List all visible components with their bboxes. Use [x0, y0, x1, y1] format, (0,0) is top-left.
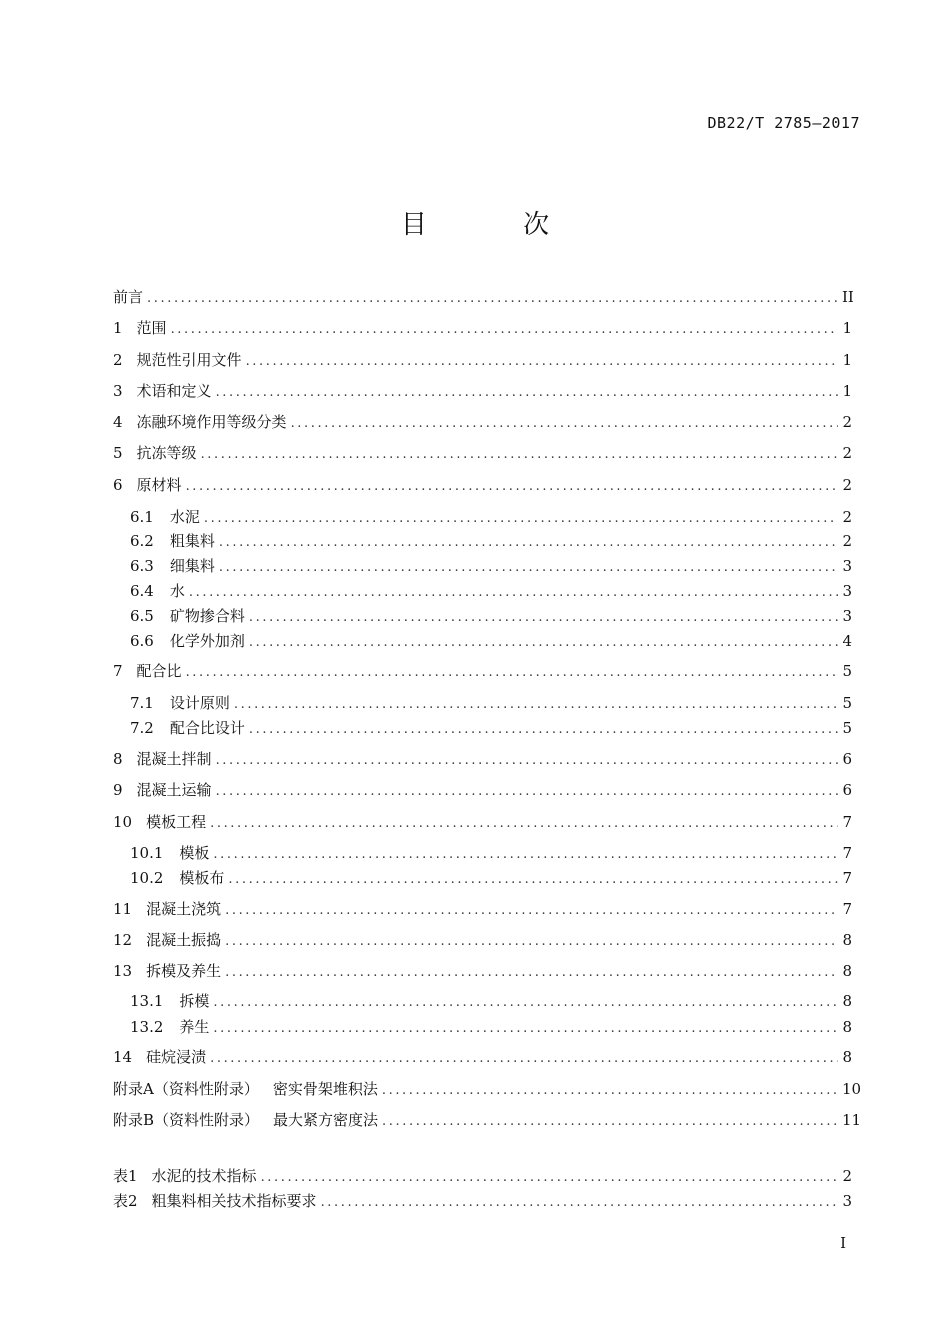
toc-entry-label: 配合比	[136, 662, 182, 680]
toc-entry-number: 12	[113, 931, 133, 949]
toc-entry-label: 抗冻等级	[136, 444, 197, 462]
toc-entry-number: 6	[113, 476, 123, 494]
toc-leader-dots	[219, 560, 838, 575]
toc-entry-label: 细集料	[169, 557, 215, 575]
toc-entry-number: 13	[113, 962, 133, 980]
toc-entry-number: 7	[113, 662, 123, 680]
doc-code: DB22/T 2785—2017	[707, 114, 860, 132]
toc-leader-dots	[225, 965, 838, 980]
toc-entry-number: 6.5	[130, 607, 154, 625]
toc-entry-label: 硅烷浸渍	[146, 1048, 207, 1066]
toc-entry-label: 冻融环境作用等级分类	[136, 413, 287, 431]
toc-entry-label: 水	[169, 582, 185, 600]
toc-entry-number: 附录B（资料性附录）	[113, 1111, 260, 1129]
toc-entry-page: 8	[842, 1018, 852, 1036]
toc-entry-label: 模板工程	[146, 813, 207, 831]
toc-entry-page: 7	[842, 900, 852, 918]
toc-entry-number: 6.2	[130, 532, 154, 550]
toc-entry-number: 2	[113, 351, 123, 369]
toc-leader-dots	[382, 1083, 838, 1098]
toc-entry-number: 6.1	[130, 508, 154, 526]
toc-entry[interactable]	[130, 692, 852, 714]
toc-entry-page: 5	[842, 719, 852, 737]
toc-entry-page: 1	[842, 319, 852, 337]
toc-entry[interactable]	[113, 811, 852, 833]
toc-entry-label: 模板布	[179, 869, 225, 887]
toc-entry[interactable]	[130, 580, 852, 602]
toc-leader-dots	[382, 1114, 838, 1129]
toc-entry-label: 范围	[136, 319, 167, 337]
toc-entry-page: 1	[842, 382, 852, 400]
toc-entry-label: 配合比设计	[169, 719, 245, 737]
toc-entry-page: 3	[842, 607, 852, 625]
toc-leader-dots	[228, 872, 838, 887]
toc-entry[interactable]	[113, 474, 852, 496]
toc-leader-dots	[213, 995, 838, 1010]
toc-leader-dots	[147, 291, 838, 306]
toc-entry-number: 10.2	[130, 869, 164, 887]
toc-entry-page: 11	[842, 1111, 862, 1129]
toc-entry-number: 6.6	[130, 632, 154, 650]
toc-entry-number: 5	[113, 444, 123, 462]
toc-entry-label: 前言	[113, 288, 144, 306]
toc-entry-number: 表1	[113, 1167, 138, 1185]
toc-entry-page: 8	[842, 962, 852, 980]
toc-entry-page: 2	[842, 508, 852, 526]
toc-leader-dots	[216, 753, 838, 768]
toc-entry-page: 6	[842, 781, 852, 799]
toc-leader-dots	[249, 635, 838, 650]
toc-entry[interactable]	[130, 842, 852, 864]
toc-entry-page: 2	[842, 476, 852, 494]
toc-entry[interactable]	[130, 605, 852, 627]
toc-leader-dots	[234, 697, 838, 712]
toc-entry-label: 术语和定义	[136, 382, 212, 400]
toc-entry-label: 最大紧方密度法	[273, 1111, 379, 1129]
toc-entry[interactable]	[130, 506, 852, 528]
toc-entry-page: 5	[842, 694, 852, 712]
toc-leader-dots	[246, 354, 838, 369]
toc-entry-label: 拆模	[179, 992, 210, 1010]
toc-entry-page: 3	[842, 582, 852, 600]
toc-leader-dots	[225, 934, 838, 949]
toc-leader-dots	[186, 479, 838, 494]
toc-entry-page: 7	[842, 844, 852, 862]
toc-entry-label: 养生	[179, 1018, 210, 1036]
toc-entry-page: 7	[842, 869, 852, 887]
toc-entry-label: 混凝土振捣	[146, 931, 222, 949]
toc-entry-page: 2	[842, 413, 852, 431]
toc-leader-dots	[213, 847, 838, 862]
toc-entry-number: 8	[113, 750, 123, 768]
toc-entry-label: 混凝土拌制	[136, 750, 212, 768]
toc-entry-label: 粗集料	[169, 532, 215, 550]
toc-entry-page: 2	[842, 444, 852, 462]
toc-entry-page: 10	[842, 1080, 862, 1098]
toc-entry-label: 水泥	[169, 508, 200, 526]
toc-entry-number: 13.1	[130, 992, 164, 1010]
toc-leader-dots	[216, 385, 838, 400]
toc-entry-page: 8	[842, 931, 852, 949]
toc-entry-label: 规范性引用文件	[136, 351, 242, 369]
toc-entry-number: 11	[113, 900, 133, 918]
toc-entry-number: 表2	[113, 1192, 138, 1210]
toc-leader-dots	[210, 816, 838, 831]
toc-leader-dots	[189, 585, 838, 600]
toc-entry[interactable]	[130, 1016, 852, 1038]
toc-entry[interactable]	[113, 1109, 862, 1131]
toc-entry[interactable]	[113, 1190, 852, 1212]
toc-entry-number: 13.2	[130, 1018, 164, 1036]
toc-entry[interactable]	[113, 1046, 852, 1068]
toc-leader-dots	[249, 722, 838, 737]
toc-entry[interactable]	[113, 960, 852, 982]
toc-entry[interactable]	[113, 660, 852, 682]
toc-entry-number: 7.2	[130, 719, 154, 737]
toc-entry-number: 10.1	[130, 844, 164, 862]
toc-leader-dots	[291, 416, 838, 431]
toc-entry-number: 1	[113, 319, 123, 337]
toc-leader-dots	[201, 447, 838, 462]
toc-entry[interactable]	[113, 411, 852, 433]
toc-entry-page: II	[842, 288, 854, 306]
toc-entry[interactable]	[113, 286, 852, 308]
toc-entry-label: 模板	[179, 844, 210, 862]
toc-entry[interactable]	[130, 990, 852, 1012]
toc-entry[interactable]	[113, 349, 852, 371]
toc-entry-page: 8	[842, 992, 852, 1010]
toc-entry-page: 4	[842, 632, 852, 650]
toc-entry[interactable]	[113, 317, 852, 339]
toc-entry[interactable]	[130, 555, 852, 577]
toc-entry[interactable]	[113, 442, 852, 464]
toc-entry-number: 6.3	[130, 557, 154, 575]
toc-entry[interactable]	[113, 1078, 862, 1100]
toc-entry-number: 7.1	[130, 694, 154, 712]
toc-leader-dots	[216, 784, 838, 799]
toc-leader-dots	[321, 1195, 838, 1210]
toc-leader-dots	[249, 610, 838, 625]
toc-leader-dots	[186, 665, 838, 680]
toc-entry-page: 5	[842, 662, 852, 680]
toc-entry-label: 混凝土运输	[136, 781, 212, 799]
toc-entry-label: 密实骨架堆积法	[272, 1080, 378, 1098]
toc-entry-page: 3	[842, 557, 852, 575]
toc-entry-page: 6	[842, 750, 852, 768]
toc-leader-dots	[225, 903, 838, 918]
toc-entry-label: 拆模及养生	[146, 962, 222, 980]
toc-entry[interactable]	[113, 929, 852, 951]
toc-leader-dots	[219, 535, 838, 550]
toc-entry-page: 2	[842, 1167, 852, 1185]
toc-entry-label: 水泥的技术指标	[151, 1167, 257, 1185]
toc-leader-dots	[204, 511, 838, 526]
toc-entry-label: 原材料	[136, 476, 182, 494]
toc-leader-dots	[213, 1021, 838, 1036]
toc-entry-page: 7	[842, 813, 852, 831]
toc-entry-number: 6.4	[130, 582, 154, 600]
toc-entry-number: 9	[113, 781, 123, 799]
toc-entry[interactable]	[130, 867, 852, 889]
page-number: I	[840, 1234, 846, 1252]
toc-entry[interactable]	[113, 898, 852, 920]
toc-entry-page: 2	[842, 532, 852, 550]
toc-entry-number: 3	[113, 382, 123, 400]
toc-entry[interactable]	[113, 380, 852, 402]
toc-entry[interactable]	[130, 630, 852, 652]
toc-entry[interactable]	[113, 748, 852, 770]
toc-entry[interactable]	[113, 1165, 852, 1187]
toc-leader-dots	[261, 1170, 838, 1185]
toc-entry-number: 14	[113, 1048, 133, 1066]
toc-entry-number: 10	[113, 813, 133, 831]
toc-entry-page: 8	[842, 1048, 852, 1066]
toc-entry[interactable]	[130, 717, 852, 739]
toc-entry[interactable]	[113, 779, 852, 801]
toc-entry-label: 化学外加剂	[169, 632, 245, 650]
toc-entry-label: 设计原则	[169, 694, 230, 712]
toc-entry[interactable]	[130, 530, 852, 552]
toc-entry-number: 4	[113, 413, 123, 431]
toc-entry-page: 3	[842, 1192, 852, 1210]
toc-leader-dots	[171, 322, 838, 337]
page-title: 目 次	[400, 210, 594, 240]
toc-entry-label: 矿物掺合料	[169, 607, 245, 625]
toc-entry-label: 粗集料相关技术指标要求	[151, 1192, 317, 1210]
toc-leader-dots	[210, 1051, 838, 1066]
toc-entry-number: 附录A（资料性附录）	[113, 1080, 259, 1098]
toc-entry-page: 1	[842, 351, 852, 369]
toc-entry-label: 混凝土浇筑	[146, 900, 222, 918]
